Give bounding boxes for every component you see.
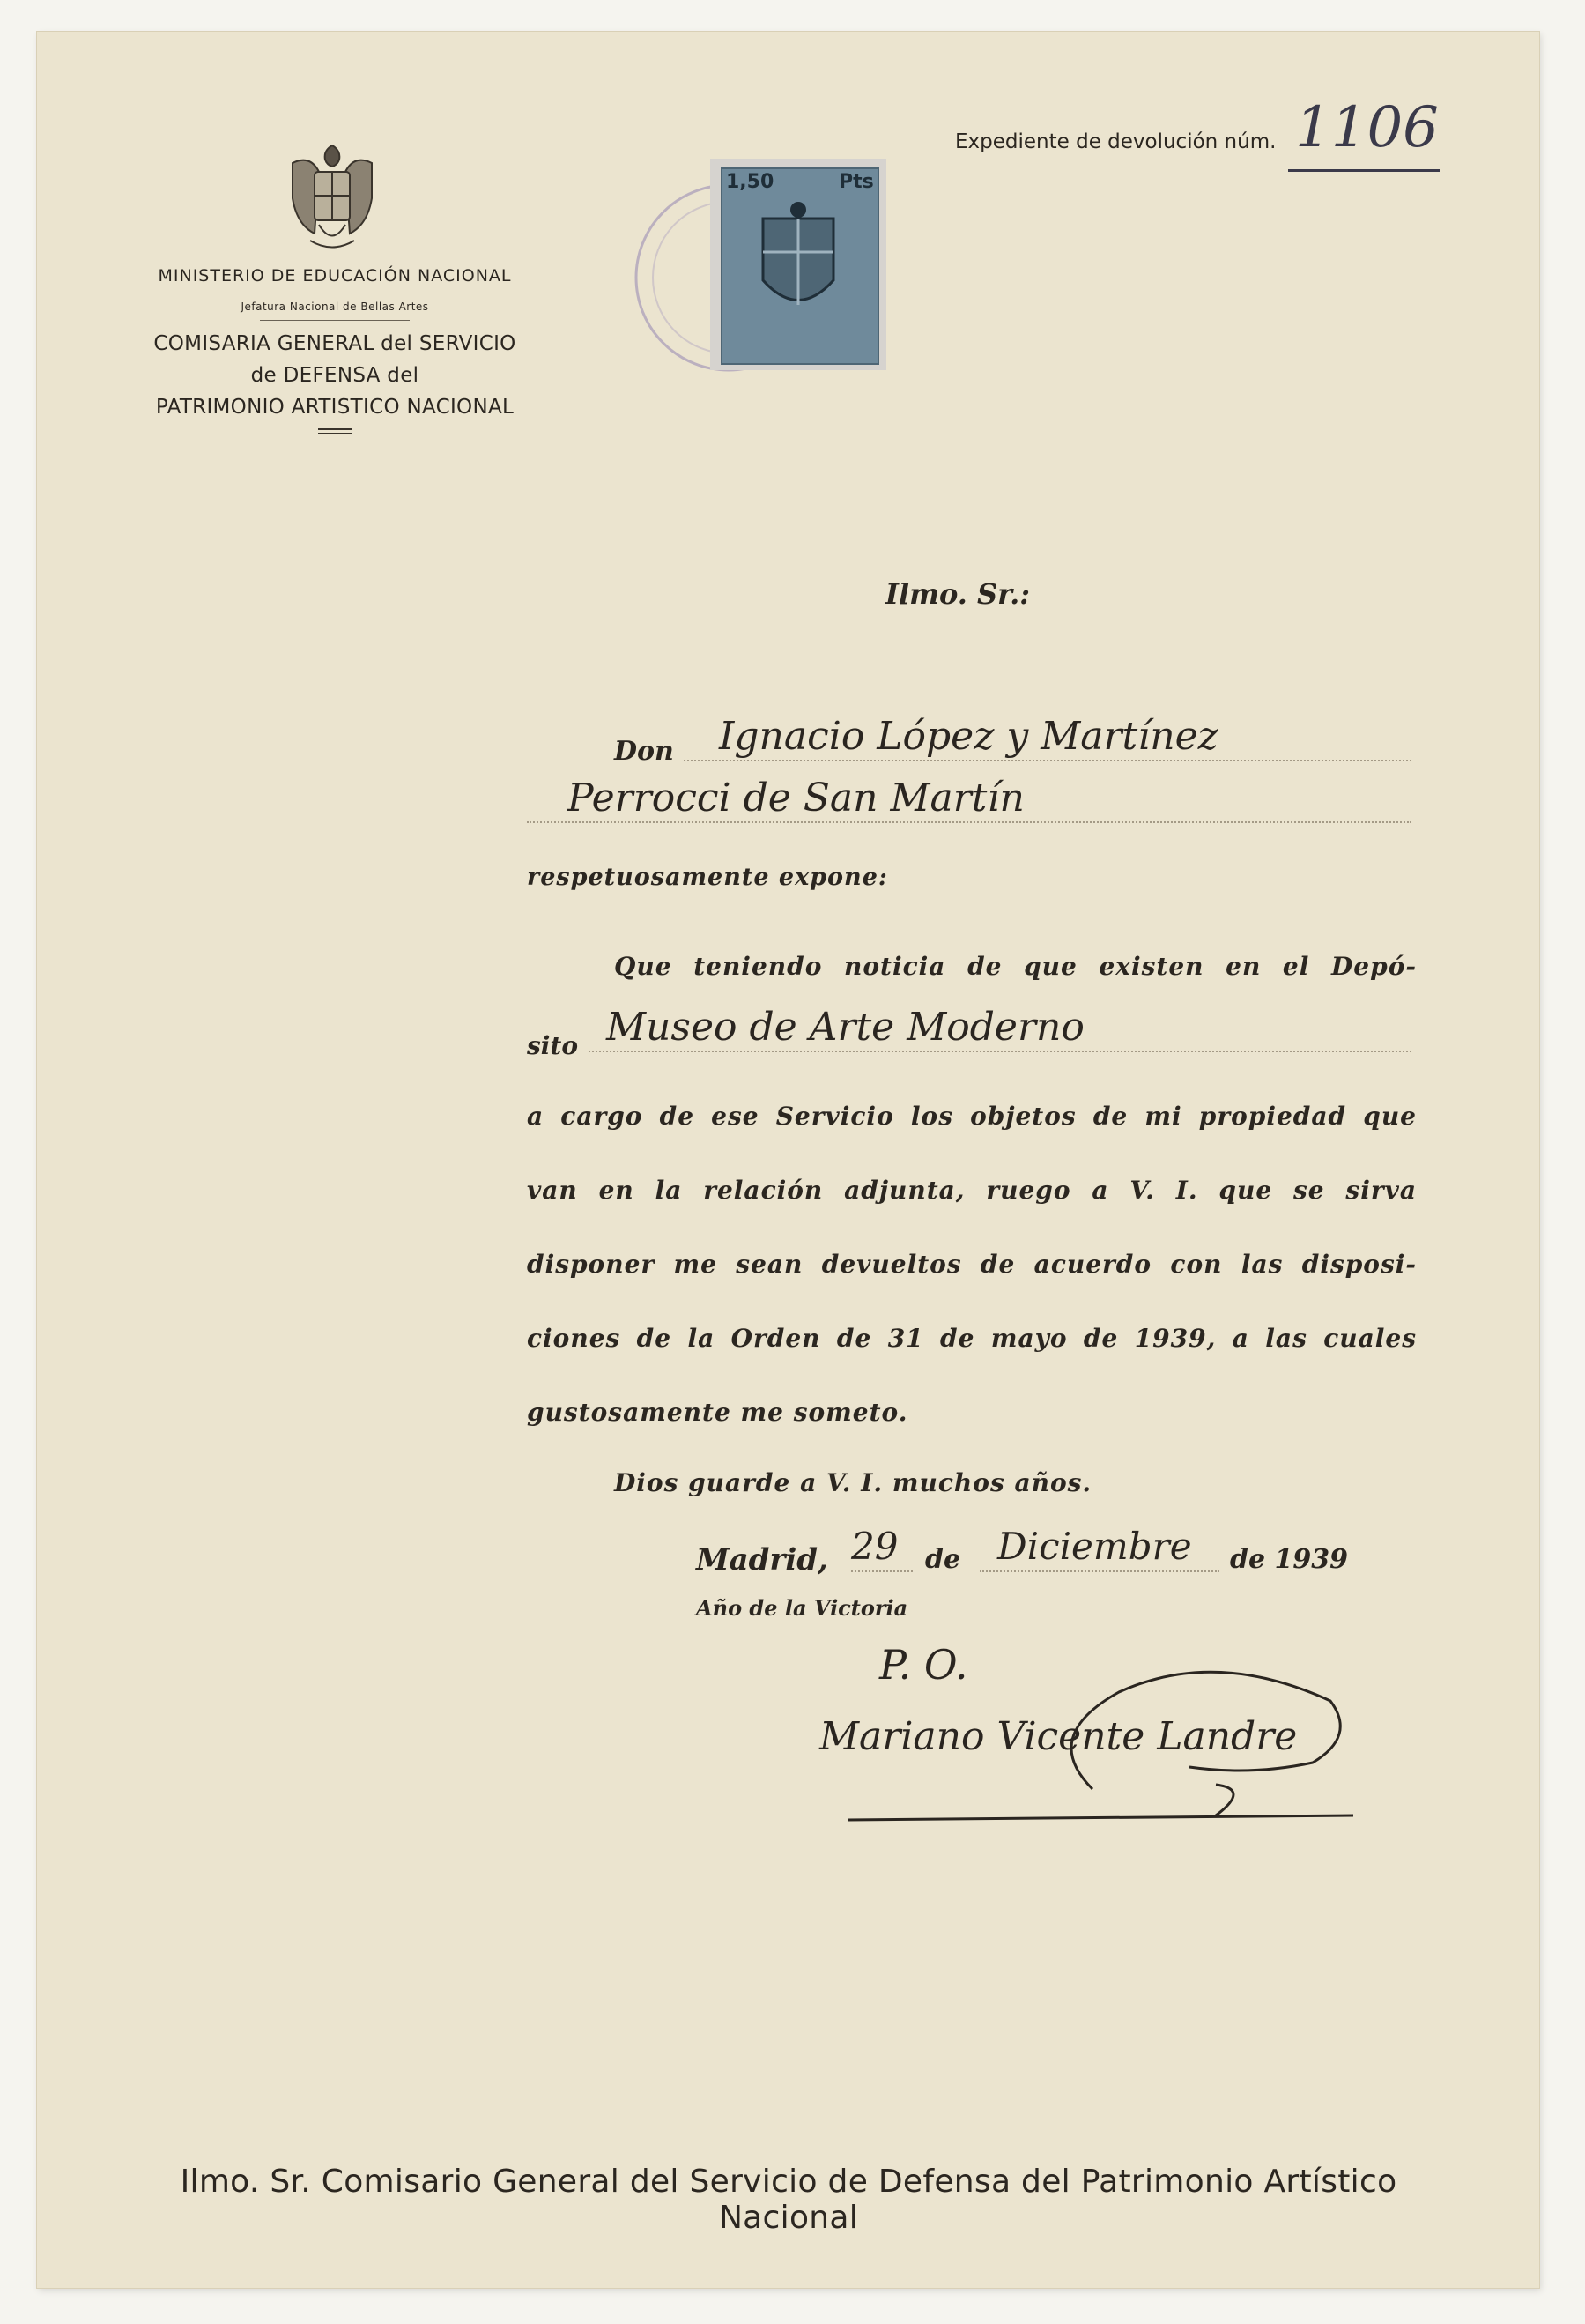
footer-addressee: Ilmo. Sr. Comisario General del Servicio de Defensa del Patrimonio Artístico Nacional — [180, 2164, 1397, 2236]
double-rule — [318, 428, 352, 434]
divider — [260, 320, 410, 321]
paragraph-line-1: Que teniendo noticia de que existen en el Depó- — [614, 952, 1417, 981]
date-day-line — [851, 1525, 913, 1572]
paragraph-line-3: a cargo de ese Servicio los objetos de mi propiedad que — [527, 1102, 1417, 1131]
signature-po: P. O. — [879, 1641, 968, 1689]
paragraph-line-6: ciones de la Orden de 31 de mayo de 1939, a las cuales — [527, 1324, 1417, 1353]
signature-name: Mariano Vicente Landre — [819, 1714, 1298, 1759]
salutation: Ilmo. Sr.: — [885, 577, 1031, 611]
requester-prefix: Don — [614, 736, 674, 767]
stamp-value: 1,50 — [726, 171, 774, 193]
requester-name-line-2 — [527, 776, 1411, 823]
comisaria-line-3: PATRIMONIO ARTISTICO NACIONAL — [155, 396, 515, 419]
jefatura-name: Jefatura Nacional de Bellas Artes — [241, 301, 429, 313]
requester-name-1: Ignacio López y Martínez — [719, 714, 1218, 759]
ministry-name: MINISTERIO DE EDUCACIÓN NACIONAL — [158, 266, 512, 286]
deposito-value: Museo de Arte Moderno — [606, 1005, 1085, 1050]
stamp-unit: Pts — [839, 171, 874, 193]
date-day: 29 — [851, 1525, 899, 1568]
date-year: de 1939 — [1230, 1544, 1349, 1575]
paragraph-line-4: van en la relación adjunta, ruego a V. I. que se sirva — [527, 1176, 1417, 1205]
requester-name-2: Perrocci de San Martín — [567, 776, 1025, 820]
revenue-stamp — [710, 159, 886, 370]
expediente-underline — [1288, 169, 1440, 172]
expone-line: respetuosamente expone: — [527, 864, 888, 891]
requester-name-line-1 — [684, 714, 1411, 761]
comisaria-line-2: de DEFENSA del — [250, 364, 419, 387]
paragraph-line-5: disponer me sean devueltos de acuerdo con las disposi- — [527, 1250, 1417, 1279]
closing-line: Dios guarde a V. I. muchos años. — [614, 1468, 1092, 1497]
deposito-line — [589, 1005, 1411, 1052]
signature-flourish — [837, 1657, 1366, 1833]
date-month-line — [980, 1525, 1219, 1572]
date-month: Diciembre — [997, 1525, 1192, 1568]
expediente-label: Expediente de devolución núm. — [955, 130, 1277, 153]
anio-victoria: Año de la Victoria — [696, 1595, 908, 1621]
comisaria-line-1: COMISARIA GENERAL del SERVICIO — [153, 332, 516, 355]
stamp-shield-icon — [756, 201, 841, 324]
date-city: Madrid, — [696, 1542, 828, 1578]
letterhead — [132, 132, 537, 434]
date-de-1: de — [925, 1544, 961, 1575]
expediente-number: 1106 — [1295, 95, 1439, 160]
paragraph-line-7: gustosamente me someto. — [527, 1398, 908, 1427]
sito-prefix: sito — [527, 1031, 579, 1060]
